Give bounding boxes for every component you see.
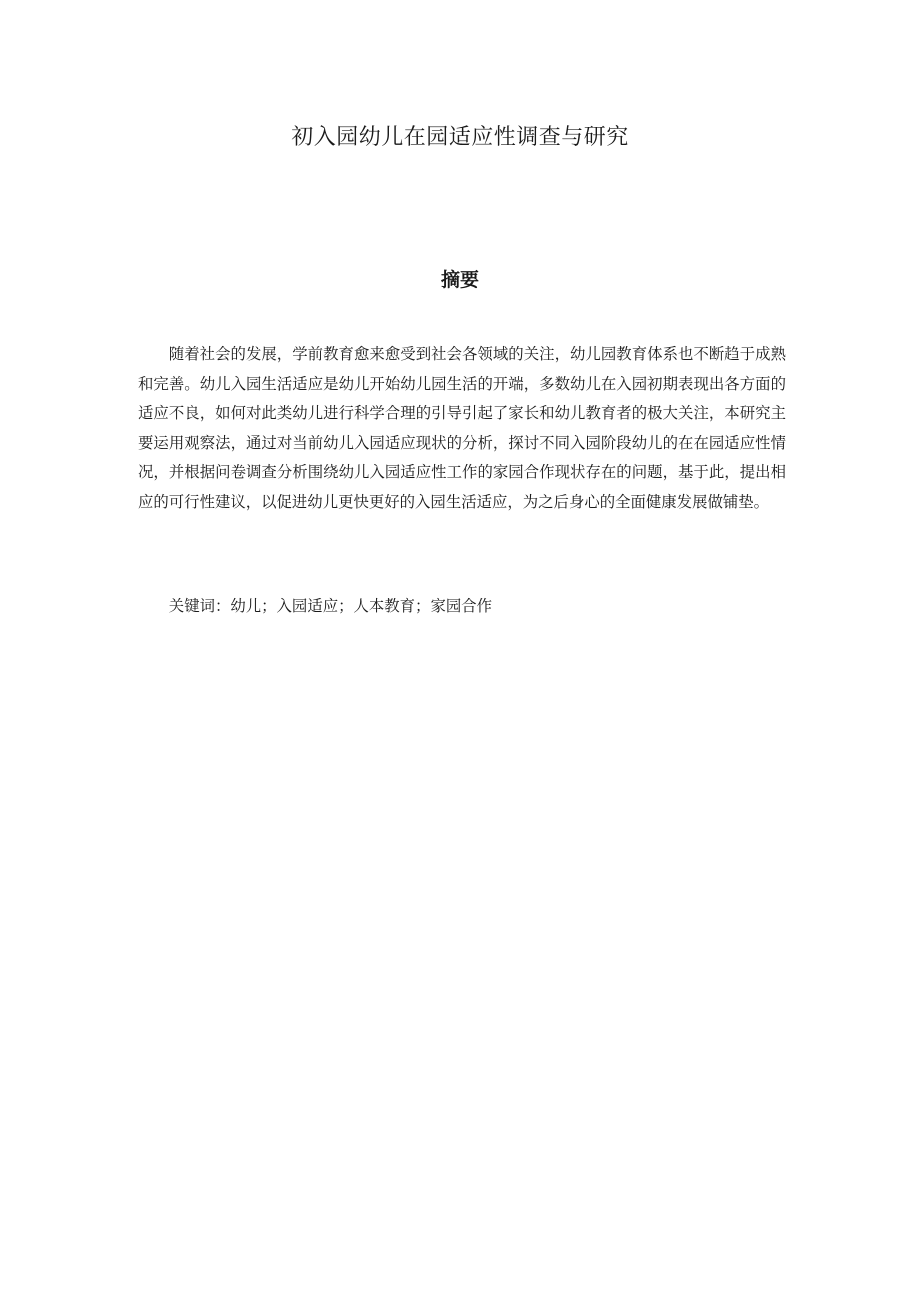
abstract-paragraph: 随着社会的发展，学前教育愈来愈受到社会各领域的关注，幼儿园教育体系也不断趋于成熟和完善。幼儿入园生活适应是幼儿开始幼儿园生活的开端，多数幼儿在入园初期表现出各方面的适应不良，如何对此类幼儿进行科学合理的引导引起了家长和幼儿教育者的极大关注，本研究主要运用观察法，通过对当前幼儿入园适应现状的分析，探讨不同入园阶段幼儿的在在园适应性情况，并根据问卷调查分析围绕幼儿入园适应性工作的家园合作现状存在的问题，基于此，提出相应的可行性建议，以促进幼儿更快更好的入园生活适应，为之后身心的全面健康发展做铺垫。 xyxy=(138,345,786,511)
abstract-heading: 摘要 xyxy=(440,269,479,291)
document-title: 初入园幼儿在园适应性调查与研究 xyxy=(291,125,629,150)
keywords-line: 关键词：幼儿；入园适应；人本教育；家园合作 xyxy=(168,597,493,615)
